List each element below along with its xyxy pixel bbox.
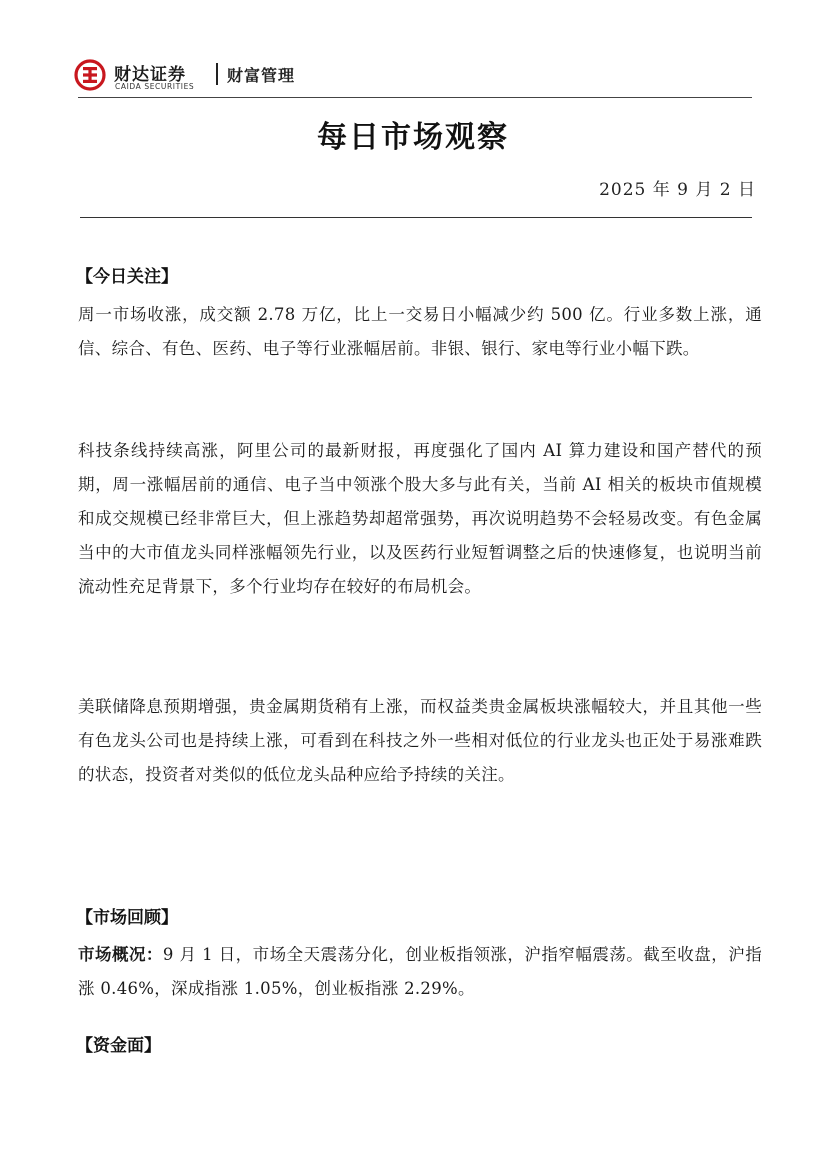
market-overview-label: 市场概况： (78, 945, 163, 964)
brand-name-cn: 财达证券 (114, 65, 186, 85)
paragraph-tech-outlook: 科技条线持续高涨，阿里公司的最新财报，再度强化了国内 AI 算力建设和国产替代的预期，周一涨幅居前的通信、电子当中领涨个股大多与此有关，当前 AI 相关的板块市值规模和成交规模已经非常巨大，但上涨趋势却超常强势，再次说明趋势不会轻易改变。有色金属当中的大市值龙头同样涨幅领先行业，以及医药行业短暂调整之后的快速修复，也说明当前流动性充足背景下，多个行业均存在较好的布局机会。 (78, 441, 762, 596)
paragraph-market-overview (78, 938, 762, 1006)
section-heading-today-focus: 【今日关注】 (76, 267, 178, 287)
paragraph-precious-metals: 美联储降息预期增强，贵金属期货稍有上涨，而权益类贵金属板块涨幅较大，并且其他一些有色龙头公司也是持续上涨，可看到在科技之外一些相对低位的行业龙头也正处于易涨难跌的状态，投资者对类似的低位龙头品种应给予持续的关注。 (78, 697, 762, 784)
section-heading-funding: 【资金面】 (76, 1036, 161, 1056)
brand-subtitle: 财富管理 (227, 66, 296, 85)
report-date: 2025 年 9 月 2 日 (599, 180, 756, 200)
paragraph-market-summary: 周一市场收涨，成交额 2.78 万亿，比上一交易日小幅减少约 500 亿。行业多数上涨，通信、综合、有色、医药、电子等行业涨幅居前。非银、银行、家电等行业小幅下跌。 (78, 305, 762, 358)
section-heading-market-review: 【市场回顾】 (76, 908, 178, 928)
header-divider (78, 97, 752, 98)
date-divider (80, 217, 752, 218)
page-title: 每日市场观察 (317, 120, 509, 155)
caida-logo-icon (74, 59, 106, 91)
market-overview-text: 9 月 1 日，市场全天震荡分化，创业板指领涨，沪指窄幅震荡。截至收盘，沪指涨 0.46%，深成指涨 1.05%，创业板指涨 2.29%。 (78, 945, 762, 998)
brand-separator (216, 63, 218, 85)
brand-name-en: CAIDA SECURITIES (115, 82, 195, 91)
page-header (72, 55, 754, 95)
